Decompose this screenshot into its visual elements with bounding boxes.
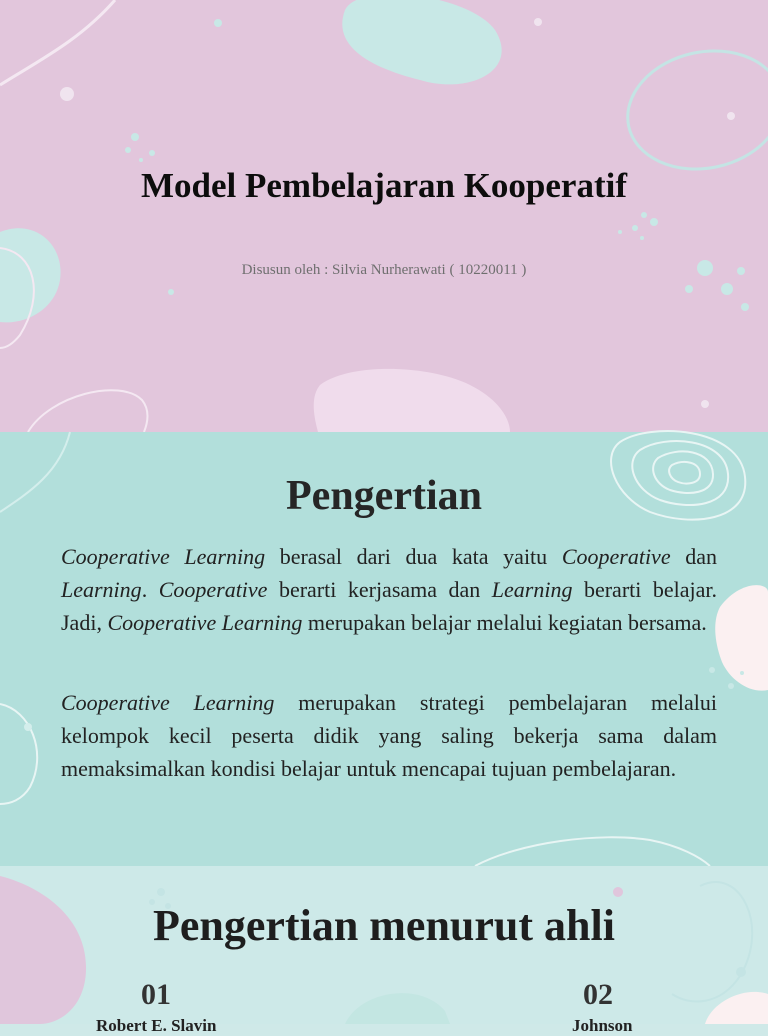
slide-experts xyxy=(0,866,768,1035)
text-span: Learning xyxy=(61,577,142,602)
text-span: Cooperative xyxy=(561,544,671,569)
text-span: Cooperative xyxy=(158,577,268,602)
expert-name: Robert E. Slavin xyxy=(96,1016,217,1035)
item-number: 01 xyxy=(141,978,171,1011)
text-span: berarti kerjasama dan xyxy=(267,577,492,602)
text-span: merupakan belajar melalui kegiatan bersama. xyxy=(302,610,707,635)
item-number: 02 xyxy=(583,978,613,1011)
text-span: merupakan strategi pembelajaran melalui kelompok kecil peserta didik yang saling bekerja sama dalam memaksimalkan kondisi belajar untuk mencapai tujuan pembelajaran. xyxy=(61,690,717,781)
text-span: berarti belajar. Jadi, xyxy=(61,577,717,635)
text-span: dan xyxy=(670,544,717,569)
text-span: . xyxy=(141,577,159,602)
text-span: berasal dari dua kata yaitu xyxy=(265,544,562,569)
text-span: Learning xyxy=(491,577,573,602)
decorative-shapes xyxy=(0,0,768,432)
text-span: Cooperative Learning xyxy=(61,690,275,715)
author-subtitle: Disusun oleh : Silvia Nurherawati ( 10220011 ) xyxy=(241,262,527,278)
presentation-title: Model Pembelajaran Kooperatif xyxy=(140,166,627,205)
definition-paragraph-2 xyxy=(61,686,717,785)
expert-name: Johnson xyxy=(572,1016,633,1035)
section-title: Pengertian menurut ahli xyxy=(153,901,615,950)
definition-paragraph-1 xyxy=(61,540,717,639)
section-title: Pengertian xyxy=(286,473,482,519)
text-span: Cooperative Learning xyxy=(107,610,303,635)
text-span: Cooperative Learning xyxy=(61,544,266,569)
slide-title xyxy=(0,0,768,432)
slide-definition xyxy=(0,432,768,866)
